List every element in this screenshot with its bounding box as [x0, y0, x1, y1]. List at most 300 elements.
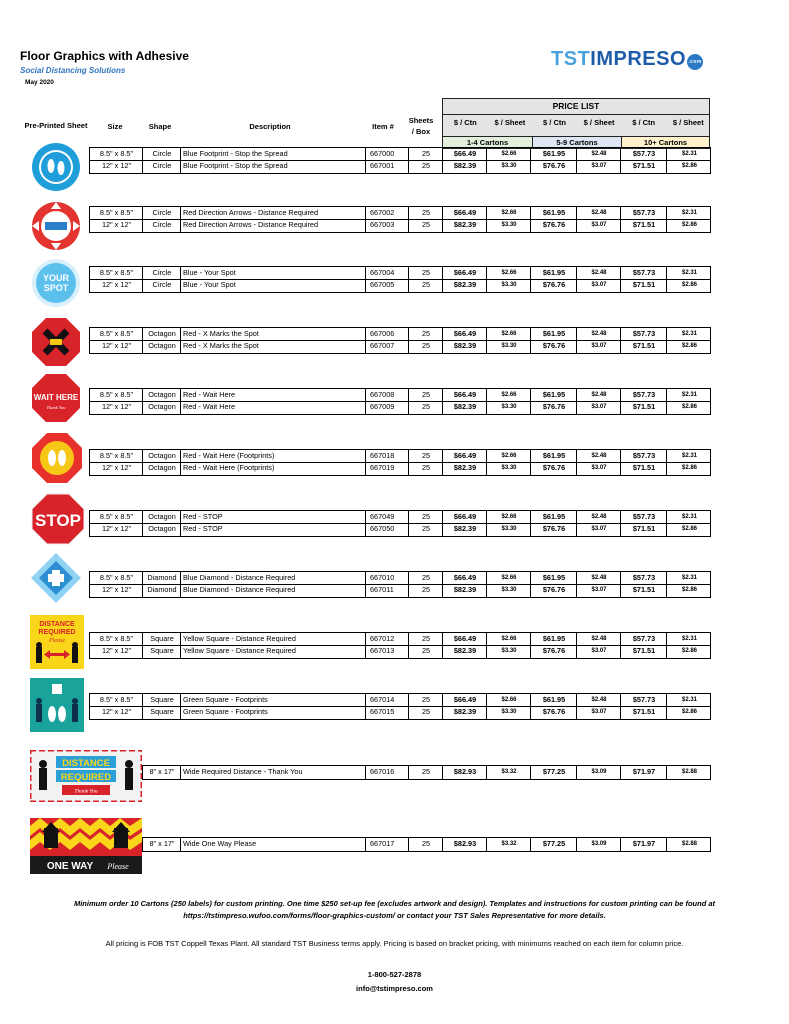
cell-shape: Circle: [152, 268, 172, 277]
cell-s3: $2.31: [681, 270, 697, 276]
cell-p2: $61.95: [542, 512, 566, 521]
cell-s3: $2.88: [681, 841, 697, 847]
cell-desc: Green Square - Footprints: [183, 707, 268, 716]
page-subtitle: Social Distancing Solutions: [20, 66, 126, 75]
col-header-ctn-2: $ / Ctn: [543, 118, 566, 127]
cell-s2: $3.07: [591, 163, 607, 169]
cell-box: 25: [421, 329, 431, 338]
blue-footprint-circle-thumb: [31, 142, 81, 197]
cell-size: 8" x 17": [149, 839, 175, 848]
cell-s2: $3.07: [591, 526, 607, 532]
product-group-5: [89, 449, 711, 476]
cell-p1: $66.49: [453, 329, 477, 338]
cell-s3: $2.31: [681, 331, 697, 337]
table-row: [90, 340, 710, 352]
page-title: Floor Graphics with Adhesive: [20, 49, 189, 63]
product-group-0: [89, 147, 711, 174]
cell-p3: $71.51: [632, 161, 656, 170]
product-group-9: [89, 693, 711, 720]
cell-desc: Yellow Square - Distance Required: [183, 634, 296, 643]
one-way-text: ONE WAY: [46, 861, 94, 872]
cell-s2: $2.48: [591, 514, 607, 520]
cell-p3: $71.51: [632, 585, 656, 594]
cell-desc: Red - STOP: [183, 512, 223, 521]
cell-p1: $82.39: [453, 402, 477, 411]
cell-shape: Octagon: [148, 402, 176, 411]
cell-p3: $71.51: [632, 524, 656, 533]
red-stop-octagon-thumb: [31, 493, 85, 550]
cell-box: 25: [421, 402, 431, 411]
cell-shape: Square: [150, 695, 174, 704]
cell-p1: $82.93: [453, 839, 477, 848]
cell-s3: $2.88: [681, 769, 697, 775]
col-header-ctn-3: $ / Ctn: [632, 118, 656, 127]
custom-printing-note-line-1: Minimum order 10 Cartons (250 labels) for custom printing. One time $250 set-up fee (excludes artwork and design). Templates and instructions for custom printing can be found at: [73, 899, 716, 908]
bracket-1-4-cartons: 1-4 Cartons: [443, 136, 532, 148]
cell-s2: $2.48: [591, 331, 607, 337]
cell-p2: $76.76: [542, 402, 566, 411]
cell-p2: $61.95: [542, 329, 566, 338]
table-row: [90, 694, 710, 706]
yellow-required-text: REQUIRED: [38, 629, 76, 636]
cell-item: 667015: [370, 707, 395, 716]
cell-desc: Blue Footprint - Stop the Spread: [183, 149, 288, 158]
cell-p2: $76.76: [542, 707, 566, 716]
page-date: May 2020: [25, 79, 54, 86]
cell-s2: $3.09: [591, 769, 607, 775]
cell-p3: $71.51: [632, 402, 656, 411]
cell-p2: $77.25: [542, 767, 566, 776]
cell-p3: $57.73: [632, 208, 656, 217]
cell-item: 667011: [370, 585, 394, 594]
cell-p1: $82.39: [453, 707, 477, 716]
pricing-terms-note: All pricing is FOB TST Coppell Texas Plant. All standard TST Business terms apply. Pricing is based on bracket pricing, with minimums reached on each item for column price.: [105, 939, 684, 948]
cell-s1: $3.30: [501, 282, 517, 288]
cell-size: 8.5" x 8.5": [99, 208, 134, 217]
cell-p1: $66.49: [453, 390, 477, 399]
cell-item: 667000: [370, 149, 395, 158]
wide-distance-required-thumb: [30, 750, 142, 807]
table-row: [90, 462, 710, 474]
cell-size: 12" x 12": [101, 220, 132, 229]
cell-s2: $2.48: [591, 270, 607, 276]
cell-size: 12" x 12": [101, 463, 132, 472]
cell-s2: $3.07: [591, 465, 607, 471]
cell-p2: $76.76: [542, 280, 566, 289]
table-row: [90, 160, 710, 172]
cell-p2: $61.95: [542, 634, 566, 643]
yellow-square-thumb: [30, 615, 84, 674]
stop-text: STOP: [35, 511, 81, 530]
cell-size: 8.5" x 8.5": [99, 695, 134, 704]
cell-size: 12" x 12": [101, 161, 132, 170]
cell-box: 25: [421, 208, 431, 217]
cell-p3: $71.97: [632, 767, 656, 776]
cell-box: 25: [421, 220, 431, 229]
table-row: [90, 511, 710, 523]
wide-product-group-1: [142, 837, 711, 852]
cell-desc: Blue - Your Spot: [183, 268, 236, 277]
cell-box: 25: [421, 463, 431, 472]
cell-s3: $2.31: [681, 210, 697, 216]
cell-item: 667013: [370, 646, 395, 655]
cell-s1: $3.30: [501, 404, 517, 410]
cell-s1: $2.66: [501, 514, 517, 520]
cell-box: 25: [421, 573, 431, 582]
cell-box: 25: [421, 524, 431, 533]
cell-desc: Yellow Square - Distance Required: [183, 646, 296, 655]
cell-p3: $71.97: [632, 839, 656, 848]
cell-item: 667003: [370, 220, 395, 229]
product-group-2: [89, 266, 711, 293]
cell-shape: Circle: [152, 280, 172, 289]
cell-s1: $3.30: [501, 465, 517, 471]
cell-s3: $2.86: [681, 465, 697, 471]
cell-box: 25: [421, 161, 431, 170]
cell-item: 667002: [370, 208, 395, 217]
green-square-thumb: [30, 678, 84, 737]
cell-p1: $66.49: [453, 512, 477, 521]
col-header-sheets-box: Sheets / Box: [408, 116, 434, 136]
cell-p3: $57.73: [632, 451, 656, 460]
cell-item: 667006: [370, 329, 395, 338]
bracket-5-9-cartons: 5-9 Cartons: [532, 136, 621, 148]
cell-shape: Octagon: [148, 463, 176, 472]
cell-shape: Diamond: [147, 585, 177, 594]
cell-p2: $61.95: [542, 451, 566, 460]
tst-impreso-logo: [551, 48, 703, 71]
table-row: [90, 207, 710, 219]
wide-required-text: REQUIRED: [60, 772, 112, 783]
cell-shape: Octagon: [148, 451, 176, 460]
cell-s2: $2.48: [591, 697, 607, 703]
cell-p3: $57.73: [632, 512, 656, 521]
cell-shape: Octagon: [148, 512, 176, 521]
cell-desc: Blue - Your Spot: [183, 280, 236, 289]
cell-s1: $2.66: [501, 210, 517, 216]
cell-s1: $3.30: [501, 526, 517, 532]
cell-size: 8.5" x 8.5": [99, 268, 134, 277]
wide-thank-you-text: Thank You: [74, 788, 98, 795]
cell-p3: $57.73: [632, 268, 656, 277]
price-list-title: PRICE LIST: [443, 101, 709, 115]
cell-s1: $3.30: [501, 648, 517, 654]
product-group-8: [89, 632, 711, 659]
cell-item: 667009: [370, 402, 395, 411]
cell-s3: $2.86: [681, 526, 697, 532]
table-row: [90, 706, 710, 718]
cell-shape: Circle: [152, 208, 172, 217]
cell-s3: $2.31: [681, 575, 697, 581]
product-group-4: [89, 388, 711, 415]
cell-item: 667019: [370, 463, 395, 472]
table-row: [90, 279, 710, 291]
cell-p3: $57.73: [632, 634, 656, 643]
cell-s2: $2.48: [591, 210, 607, 216]
table-row: [90, 148, 710, 160]
col-header-item: Item #: [372, 122, 394, 131]
table-row: [90, 523, 710, 535]
cell-box: 25: [421, 839, 431, 848]
cell-size: 8" x 17": [149, 767, 175, 776]
cell-s3: $2.86: [681, 282, 697, 288]
product-group-3: [89, 327, 711, 354]
cell-item: 667014: [370, 695, 395, 704]
cell-box: 25: [421, 451, 431, 460]
cell-s1: $2.66: [501, 636, 517, 642]
cell-size: 12" x 12": [101, 341, 132, 350]
cell-box: 25: [421, 268, 431, 277]
cell-s3: $2.86: [681, 343, 697, 349]
cell-s3: $2.86: [681, 709, 697, 715]
cell-s1: $2.66: [501, 575, 517, 581]
cell-p1: $82.39: [453, 524, 477, 533]
cell-desc: Blue Footprint - Stop the Spread: [183, 161, 288, 170]
cell-s3: $2.86: [681, 587, 697, 593]
blue-your-spot-circle-thumb: [31, 258, 81, 313]
logo-impreso-text: IMPRESO: [590, 48, 687, 70]
cell-s2: $2.48: [591, 392, 607, 398]
cell-size: 12" x 12": [101, 585, 132, 594]
cell-shape: Square: [150, 707, 174, 716]
cell-s2: $3.07: [591, 709, 607, 715]
cell-shape: Square: [150, 634, 174, 643]
cell-box: 25: [421, 585, 431, 594]
cell-desc: Red - X Marks the Spot: [183, 341, 259, 350]
table-row: [90, 633, 710, 645]
cell-p3: $71.51: [632, 280, 656, 289]
yellow-distance-text: DISTANCE: [39, 621, 75, 628]
cell-desc: Red - Wait Here (Footprints): [183, 451, 275, 460]
blue-diamond-thumb: [30, 552, 82, 609]
cell-item: 667050: [370, 524, 395, 533]
cell-p1: $66.49: [453, 149, 477, 158]
cell-item: 667010: [370, 573, 395, 582]
logo-tst-text: TST: [551, 48, 591, 70]
cell-size: 8.5" x 8.5": [99, 149, 134, 158]
cell-p2: $61.95: [542, 208, 566, 217]
price-list-header: [442, 98, 710, 149]
col-header-sheet-1: $ / Sheet: [494, 118, 526, 127]
cell-s1: $3.30: [501, 587, 517, 593]
cell-item: 667007: [370, 341, 395, 350]
cell-desc: Blue Diamond - Distance Required: [183, 573, 296, 582]
cell-desc: Red - Wait Here: [183, 402, 236, 411]
cell-p3: $71.51: [632, 341, 656, 350]
cell-p1: $82.39: [453, 341, 477, 350]
cell-p2: $76.76: [542, 585, 566, 594]
table-row: [90, 450, 710, 462]
cell-desc: Red - STOP: [183, 524, 223, 533]
product-group-1: [89, 206, 711, 233]
red-wait-here-octagon-thumb: [31, 373, 81, 428]
cell-s1: $2.66: [501, 151, 517, 157]
custom-printing-note-line-2: https://tstimpreso.wufoo.com/forms/floor-graphics-custom/ or contact your TST Sales Representative for more details.: [183, 911, 606, 920]
cell-p1: $66.49: [453, 208, 477, 217]
table-row: [90, 328, 710, 340]
cell-p3: $71.51: [632, 707, 656, 716]
cell-size: 12" x 12": [101, 646, 132, 655]
cell-s2: $2.48: [591, 575, 607, 581]
your-spot-word-1: YOUR: [42, 273, 70, 283]
cell-desc: Wide One Way Please: [183, 839, 257, 848]
cell-s3: $2.86: [681, 648, 697, 654]
cell-size: 8.5" x 8.5": [99, 512, 134, 521]
cell-size: 8.5" x 8.5": [99, 390, 134, 399]
cell-box: 25: [421, 280, 431, 289]
cell-s3: $2.86: [681, 163, 697, 169]
col-header-sheet: Pre-Printed Sheet: [24, 121, 88, 130]
cell-s3: $2.31: [681, 514, 697, 520]
cell-box: 25: [421, 390, 431, 399]
cell-item: 667049: [370, 512, 395, 521]
cell-box: 25: [421, 634, 431, 643]
cell-s3: $2.31: [681, 392, 697, 398]
wide-product-group-0: [142, 765, 711, 780]
cell-size: 8.5" x 8.5": [99, 451, 134, 460]
cell-box: 25: [421, 341, 431, 350]
contact-email[interactable]: info@tstimpreso.com: [356, 984, 433, 993]
col-header-sheet-3: $ / Sheet: [672, 118, 704, 127]
cell-p1: $66.49: [453, 451, 477, 460]
col-header-description: Description: [249, 122, 291, 131]
yellow-please-text: Please: [49, 638, 65, 644]
cell-p3: $57.73: [632, 390, 656, 399]
cell-p3: $71.51: [632, 646, 656, 655]
cell-s1: $3.32: [501, 841, 517, 847]
one-way-please-text: Please: [107, 862, 129, 871]
cell-desc: Red - Wait Here (Footprints): [183, 463, 275, 472]
cell-shape: Square: [150, 646, 174, 655]
cell-p3: $71.51: [632, 463, 656, 472]
cell-item: 667008: [370, 390, 395, 399]
table-row: [143, 766, 710, 778]
cell-p1: $66.49: [453, 573, 477, 582]
cell-shape: Circle: [152, 161, 172, 170]
col-header-sheet-2: $ / Sheet: [583, 118, 615, 127]
cell-p2: $76.76: [542, 220, 566, 229]
cell-size: 8.5" x 8.5": [99, 573, 134, 582]
cell-s1: $2.66: [501, 697, 517, 703]
cell-item: 667001: [370, 161, 395, 170]
cell-item: 667012: [370, 634, 395, 643]
cell-shape: Circle: [152, 149, 172, 158]
cell-s2: $3.09: [591, 841, 607, 847]
cell-p2: $77.25: [542, 839, 566, 848]
cell-s1: $3.30: [501, 709, 517, 715]
cell-s3: $2.31: [681, 453, 697, 459]
cell-p3: $57.73: [632, 149, 656, 158]
logo-com-badge: .com: [687, 54, 703, 70]
table-row: [90, 267, 710, 279]
custom-printing-note: [22, 898, 767, 922]
cell-s1: $3.32: [501, 769, 517, 775]
cell-item: 667016: [370, 767, 395, 776]
cell-size: 12" x 12": [101, 280, 132, 289]
cell-s1: $3.30: [501, 163, 517, 169]
cell-size: 8.5" x 8.5": [99, 634, 134, 643]
cell-p3: $57.73: [632, 573, 656, 582]
cell-size: 12" x 12": [101, 524, 132, 533]
product-group-7: [89, 571, 711, 598]
cell-box: 25: [421, 707, 431, 716]
cell-desc: Red Direction Arrows - Distance Required: [183, 220, 319, 229]
cell-s3: $2.86: [681, 222, 697, 228]
cell-p3: $71.51: [632, 220, 656, 229]
cell-box: 25: [421, 695, 431, 704]
cell-s3: $2.31: [681, 151, 697, 157]
cell-size: 8.5" x 8.5": [99, 329, 134, 338]
cell-p1: $82.39: [453, 161, 477, 170]
cell-box: 25: [421, 767, 431, 776]
cell-p2: $76.76: [542, 524, 566, 533]
cell-p3: $57.73: [632, 329, 656, 338]
cell-s2: $2.48: [591, 636, 607, 642]
cell-item: 667004: [370, 268, 395, 277]
cell-desc: Green Square - Footprints: [183, 695, 268, 704]
cell-s3: $2.86: [681, 404, 697, 410]
cell-s1: $2.66: [501, 270, 517, 276]
table-row: [90, 645, 710, 657]
cell-desc: Red - Wait Here: [183, 390, 236, 399]
col-header-ctn-1: $ / Ctn: [453, 118, 477, 127]
cell-item: 667017: [370, 839, 395, 848]
cell-shape: Octagon: [148, 390, 176, 399]
cell-item: 667005: [370, 280, 395, 289]
cell-s1: $2.66: [501, 453, 517, 459]
product-group-6: [89, 510, 711, 537]
cell-s2: $3.07: [591, 404, 607, 410]
bracket-10-plus-cartons: 10+ Cartons: [621, 136, 709, 148]
your-spot-word-2: SPOT: [43, 283, 69, 293]
col-header-size: Size: [107, 122, 123, 131]
cell-p2: $61.95: [542, 573, 566, 582]
cell-size: 12" x 12": [101, 707, 132, 716]
cell-p2: $61.95: [542, 149, 566, 158]
cell-s2: $2.48: [591, 151, 607, 157]
cell-p2: $61.95: [542, 268, 566, 277]
cell-p1: $82.39: [453, 280, 477, 289]
col-header-shape: Shape: [148, 122, 172, 131]
cell-p2: $76.76: [542, 463, 566, 472]
cell-shape: Octagon: [148, 341, 176, 350]
wait-here-thank-you: Thank You: [46, 405, 66, 410]
cell-s1: $2.66: [501, 392, 517, 398]
contact-phone: 1-800-527-2878: [367, 970, 422, 979]
cell-desc: Red Direction Arrows - Distance Required: [183, 208, 319, 217]
cell-s1: $3.30: [501, 222, 517, 228]
cell-p1: $66.49: [453, 634, 477, 643]
wait-here-text: WAIT HERE: [33, 393, 79, 402]
cell-p1: $66.49: [453, 268, 477, 277]
cell-box: 25: [421, 512, 431, 521]
cell-s2: $3.07: [591, 343, 607, 349]
cell-p2: $76.76: [542, 341, 566, 350]
cell-s2: $2.48: [591, 453, 607, 459]
cell-s1: $3.30: [501, 343, 517, 349]
table-row: [90, 401, 710, 413]
cell-p2: $61.95: [542, 695, 566, 704]
cell-shape: Octagon: [148, 329, 176, 338]
cell-p1: $82.39: [453, 585, 477, 594]
cell-p1: $82.39: [453, 220, 477, 229]
cell-desc: Wide Required Distance - Thank You: [183, 767, 303, 776]
cell-p2: $76.76: [542, 646, 566, 655]
cell-p3: $57.73: [632, 695, 656, 704]
wide-distance-text: DISTANCE: [62, 758, 110, 769]
cell-p2: $76.76: [542, 161, 566, 170]
cell-box: 25: [421, 646, 431, 655]
